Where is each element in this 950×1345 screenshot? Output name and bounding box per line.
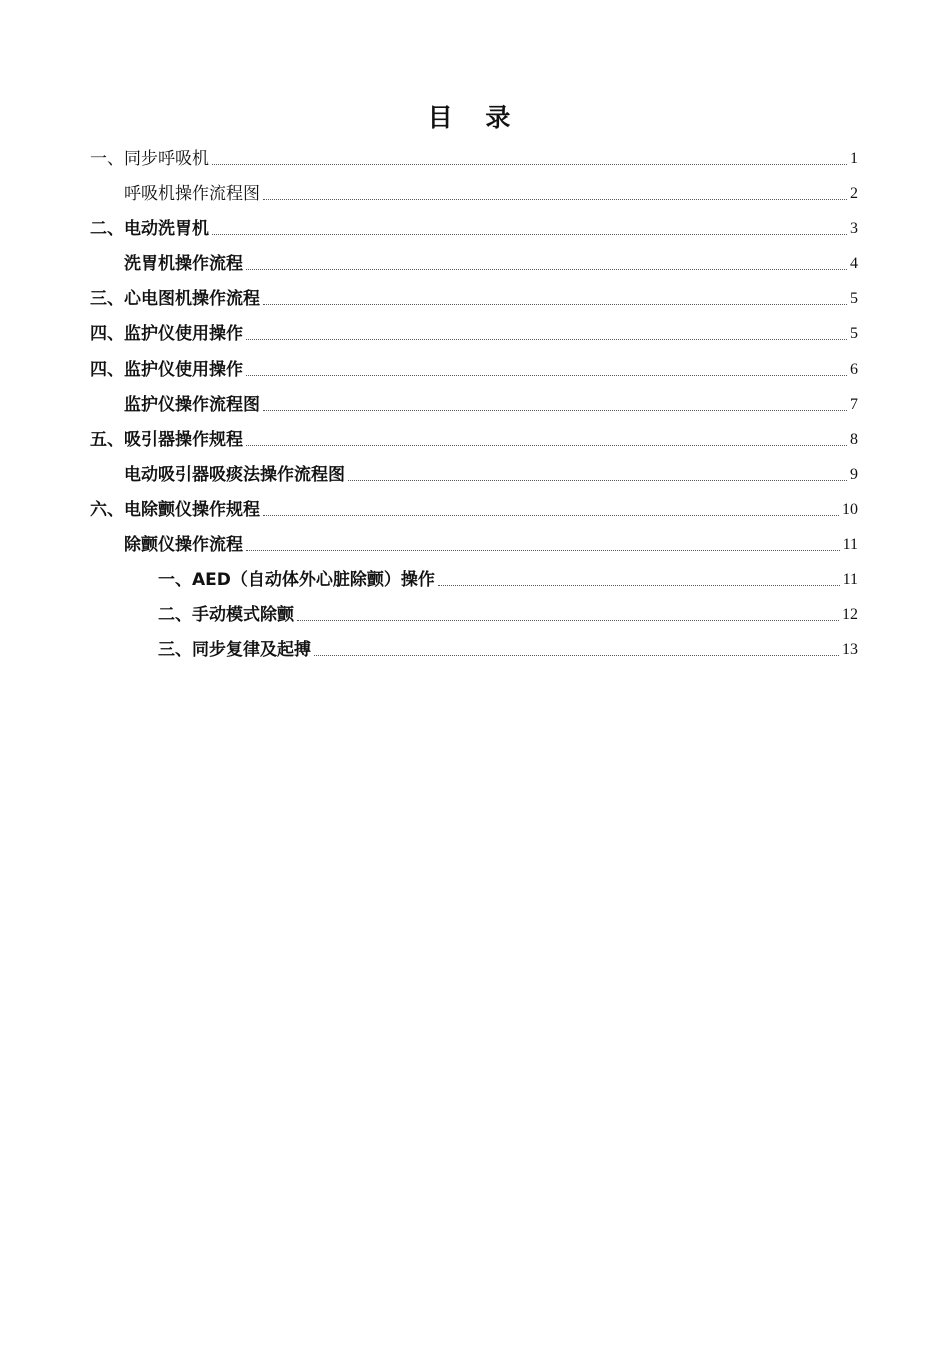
toc-entry-label: 除颤仪操作流程 [124, 535, 243, 555]
toc-entry-label: 洗胃机操作流程 [124, 254, 243, 274]
dot-leader [438, 585, 840, 586]
toc-entry-label: 一、AED（自动体外心脏除颤）操作 [158, 570, 435, 590]
toc-entry[interactable] [124, 251, 858, 275]
dot-leader [263, 304, 847, 305]
toc-entry-label: 一、同步呼吸机 [90, 149, 209, 169]
toc-entry[interactable] [158, 567, 858, 591]
toc-entry-label: 四、监护仪使用操作 [90, 360, 243, 380]
dot-leader [246, 269, 847, 270]
page-title: 目 录 [427, 103, 523, 132]
dot-leader [246, 445, 847, 446]
toc-entry[interactable] [90, 321, 858, 345]
dot-leader [263, 515, 839, 516]
toc-entry-page: 5 [850, 290, 858, 307]
toc-entry-page: 6 [850, 361, 858, 378]
toc-entry[interactable] [90, 357, 858, 381]
toc-entry-label: 三、同步复律及起搏 [158, 640, 311, 660]
toc-entry[interactable] [124, 462, 858, 486]
toc-entry-page: 7 [850, 396, 858, 413]
toc-entry-label: 五、吸引器操作规程 [90, 430, 243, 450]
dot-leader [263, 410, 847, 411]
toc-entry-page: 9 [850, 466, 858, 483]
toc-entry-label: 六、电除颤仪操作规程 [90, 500, 260, 520]
toc-entry-label: 监护仪操作流程图 [124, 395, 260, 415]
toc-entry-page: 8 [850, 431, 858, 448]
toc-entry-page: 11 [842, 571, 858, 588]
toc-entry[interactable] [158, 637, 858, 661]
toc-entry-page: 2 [850, 185, 858, 202]
dot-leader [246, 339, 847, 340]
toc-entry[interactable] [124, 181, 858, 205]
toc-entry-label: 呼吸机操作流程图 [124, 184, 260, 204]
toc-entry[interactable] [90, 146, 858, 170]
dot-leader [263, 199, 847, 200]
toc-entry[interactable] [124, 532, 858, 556]
toc-entry-page: 10 [842, 501, 858, 518]
toc-entry[interactable] [158, 602, 858, 626]
dot-leader [348, 480, 847, 481]
toc-entry-page: 13 [842, 641, 858, 658]
toc-entry-page: 12 [842, 606, 858, 623]
toc-entry-label: 电动吸引器吸痰法操作流程图 [124, 465, 345, 485]
dot-leader [246, 550, 840, 551]
dot-leader [212, 164, 847, 165]
toc-entry[interactable] [124, 392, 858, 416]
toc-entry[interactable] [90, 216, 858, 240]
dot-leader [212, 234, 847, 235]
toc-entry[interactable] [90, 497, 858, 521]
dot-leader [246, 375, 847, 376]
toc-entry[interactable] [90, 286, 858, 310]
toc-entry-page: 3 [850, 220, 858, 237]
toc-entry-label: 四、监护仪使用操作 [90, 324, 243, 344]
dot-leader [297, 620, 839, 621]
dot-leader [314, 655, 839, 656]
toc-entry-label: 二、手动模式除颤 [158, 605, 294, 625]
toc-entry-page: 4 [850, 255, 858, 272]
toc-entry-page: 1 [850, 150, 858, 167]
toc-entry-page: 5 [850, 325, 858, 342]
toc-entry-label: 三、心电图机操作流程 [90, 289, 260, 309]
toc-entry[interactable] [90, 427, 858, 451]
toc-entry-page: 11 [842, 536, 858, 553]
toc-entry-label: 二、电动洗胃机 [90, 219, 209, 239]
